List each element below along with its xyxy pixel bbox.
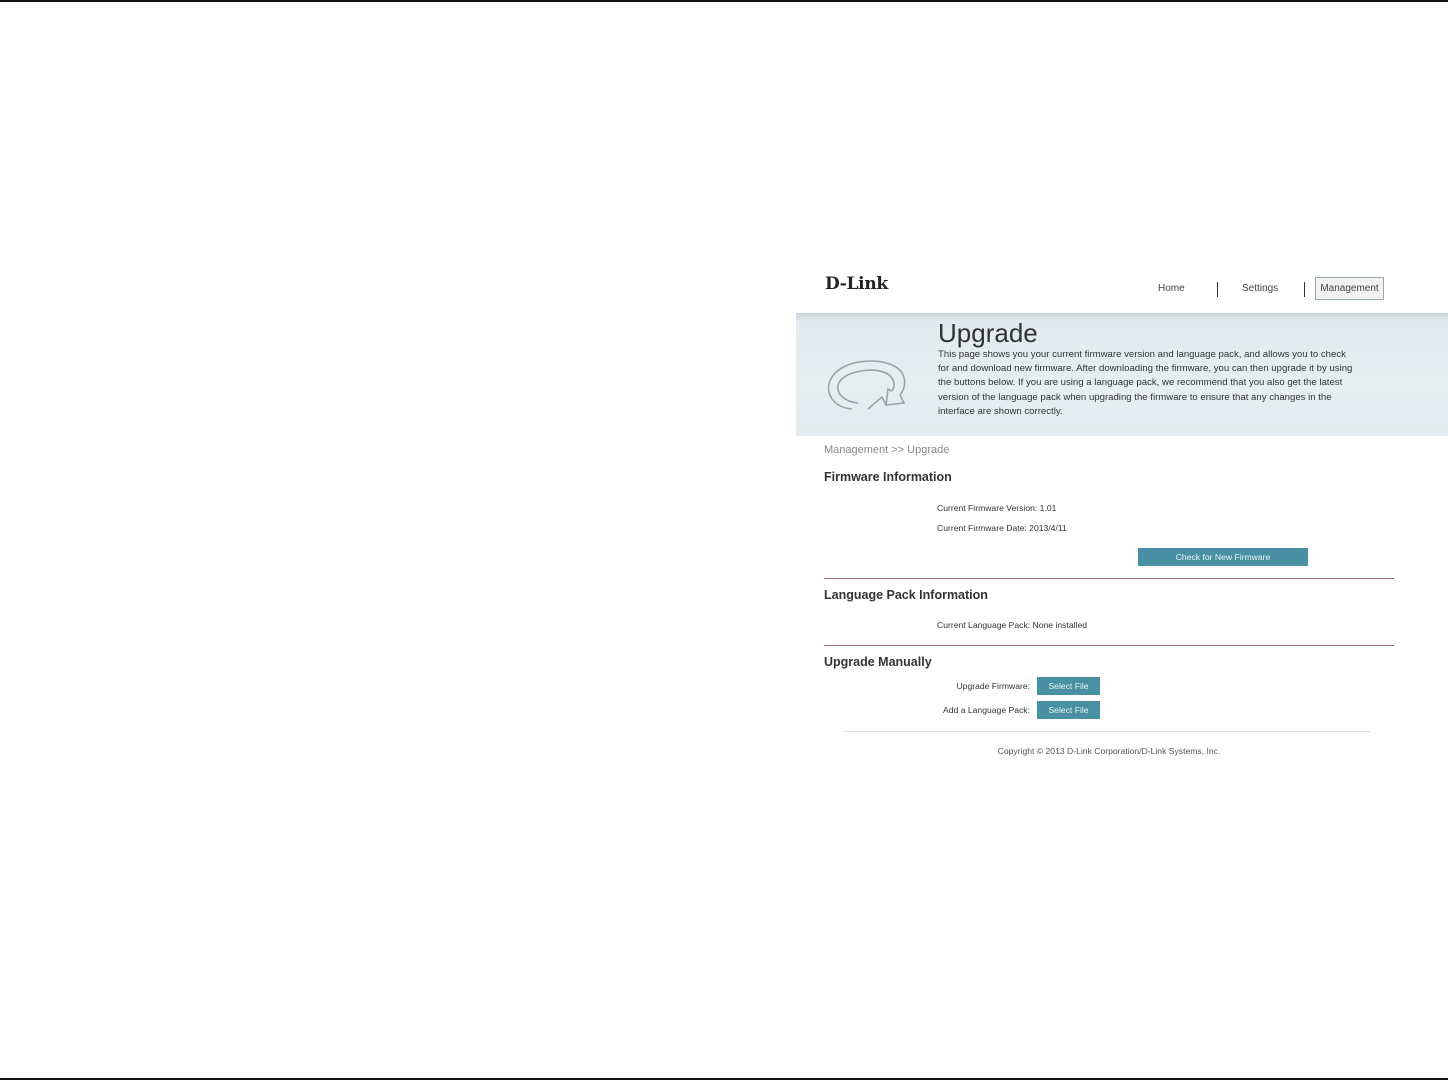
current-firmware-date: Current Firmware Date: 2013/4/11 <box>937 523 1067 533</box>
section-divider <box>824 578 1394 579</box>
page-top-rule <box>0 0 1448 2</box>
top-nav <box>796 278 1448 302</box>
add-language-pack-label: Add a Language Pack: <box>943 705 1030 715</box>
manual-section-title: Upgrade Manually <box>824 655 932 669</box>
nav-settings[interactable]: Settings <box>1242 283 1279 294</box>
language-section-title: Language Pack Information <box>824 588 988 602</box>
circular-arrow-icon <box>822 351 912 415</box>
nav-management[interactable]: Management <box>1315 277 1384 300</box>
current-firmware-version: Current Firmware Version: 1.01 <box>937 503 1057 513</box>
upgrade-firmware-label: Upgrade Firmware: <box>956 681 1030 691</box>
current-language-pack: Current Language Pack: None installed <box>937 620 1088 630</box>
select-firmware-file-button[interactable]: Select File <box>1037 677 1100 695</box>
nav-home[interactable]: Home <box>1158 283 1185 294</box>
page-bottom-rule <box>0 1078 1448 1080</box>
router-web-ui <box>796 268 1448 773</box>
nav-separator <box>1217 282 1218 297</box>
page-title: Upgrade <box>938 318 1038 348</box>
page-description: This page shows you your current firmware version and language pack, and allows you to check for and download new firmware. After downloading the firmware, you can then upgrade it by using the buttons below. If you are using a language pack, we recommend that you also get the latest version of the language pack when upgrading the firmware to ensure that any changes in the interface are shown correctly. <box>938 349 1353 417</box>
breadcrumb: Management >> Upgrade <box>824 444 950 456</box>
nav-separator <box>1304 282 1305 297</box>
copyright-text: Copyright © 2013 D-Link Corporation/D-Link Systems, Inc. <box>997 746 1221 756</box>
section-divider <box>824 645 1394 646</box>
firmware-section-title: Firmware Information <box>824 470 952 484</box>
page-header-banner <box>796 313 1448 436</box>
footer-divider <box>844 731 1370 732</box>
select-language-file-button[interactable]: Select File <box>1037 701 1100 719</box>
check-firmware-button[interactable]: Check for New Firmware <box>1138 548 1308 566</box>
dlink-logo: D-Link <box>825 274 888 294</box>
